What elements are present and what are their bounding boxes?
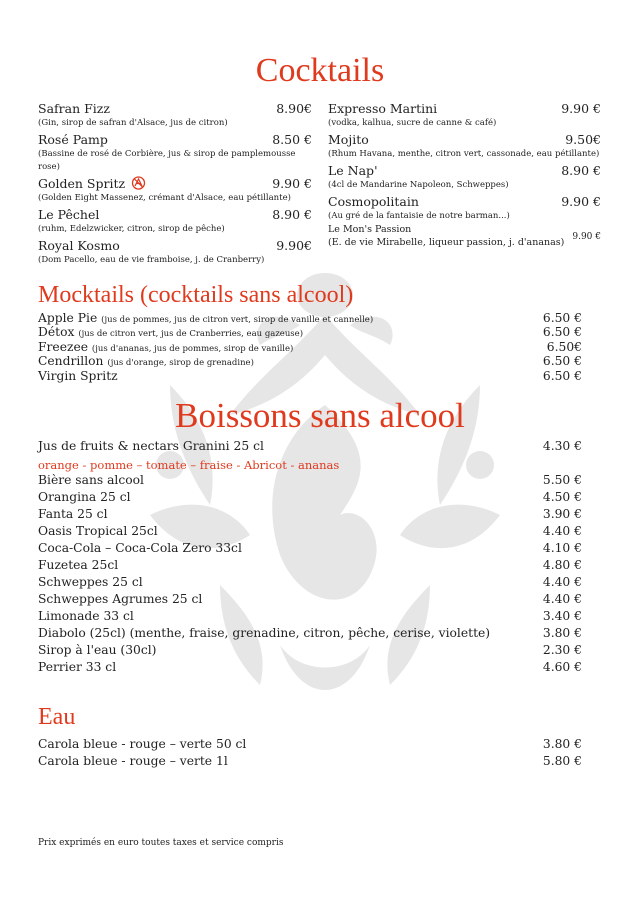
- item-description: (Golden Eight Massenez, crémant d'Alsace, eau pétillante): [38, 193, 291, 203]
- list-item: [38, 438, 582, 455]
- list-item: [38, 753, 582, 770]
- item-price: 8.50 €: [272, 132, 312, 147]
- item-price: 9.90 €: [272, 176, 312, 191]
- item-price: 3.90 €: [542, 507, 582, 521]
- item-price: 6.50€: [546, 340, 582, 354]
- item-name: Bière sans alcool: [38, 473, 144, 487]
- item-name: Perrier 33 cl: [38, 660, 117, 674]
- list-item: [38, 368, 582, 385]
- item-price: 9.90 €: [561, 194, 601, 209]
- item-price: 3.40 €: [542, 609, 582, 623]
- list-item: [38, 132, 312, 174]
- item-price: 3.80 €: [542, 737, 582, 751]
- mocktails-title: Mocktails (cocktails sans alcool): [38, 282, 354, 308]
- item-description: (Dom Pacello, eau de vie framboise, j. de Cranberry): [38, 255, 265, 265]
- item-description: (E. de vie Mirabelle, liqueur passion, j. d'ananas): [328, 237, 565, 248]
- item-price: 8.90 €: [561, 163, 601, 178]
- item-name-wrap: [38, 176, 312, 192]
- item-name: Sirop à l'eau (30cl): [38, 643, 157, 657]
- item-price: 5.50 €: [542, 473, 582, 487]
- list-item: [38, 625, 582, 642]
- item-price: 5.80 €: [542, 754, 582, 768]
- item-price: 4.50 €: [542, 490, 582, 504]
- item-price: 4.30 €: [542, 439, 582, 453]
- item-name: Orangina 25 cl: [38, 490, 131, 504]
- item-price: 4.10 €: [542, 541, 582, 555]
- item-name: Freezee: [38, 340, 88, 354]
- item-name: Safran Fizz: [38, 101, 110, 116]
- item-description: (jus de pommes, jus de citron vert, sirop de vanille et cannelle): [101, 315, 374, 325]
- list-item: [38, 472, 582, 489]
- item-name: Mojito: [328, 132, 369, 147]
- item-price: 9.90 €: [561, 101, 601, 116]
- item-name: Fanta 25 cl: [38, 507, 108, 521]
- list-item: [38, 574, 582, 591]
- list-item: [328, 223, 601, 249]
- item-price: 4.40 €: [542, 575, 582, 589]
- item-name: Schweppes 25 cl: [38, 575, 143, 589]
- item-name: Le Pêchel: [38, 207, 100, 222]
- item-price: 4.80 €: [542, 558, 582, 572]
- item-price: 3.80 €: [542, 626, 582, 640]
- item-name: Golden Spritz: [38, 176, 126, 191]
- item-description: (Au gré de la fantaisie de notre barman...): [328, 211, 510, 221]
- cocktails-left-column: [38, 101, 312, 267]
- list-item: [328, 101, 601, 130]
- item-price: 6.50 €: [542, 354, 582, 368]
- item-description: (vodka, kalhua, sucre de canne & café): [328, 118, 497, 128]
- item-name: Jus de fruits & nectars Granini 25 cl: [38, 439, 264, 453]
- item-price: 4.60 €: [542, 660, 582, 674]
- list-item: [38, 101, 312, 130]
- item-price: 4.40 €: [542, 524, 582, 538]
- item-description: (4cl de Mandarine Napoleon, Schweppes): [328, 180, 509, 190]
- list-item: [38, 591, 582, 608]
- item-description: (Rhum Havana, menthe, citron vert, cassonade, eau pétillante): [328, 149, 600, 159]
- item-name: Expresso Martini: [328, 101, 438, 116]
- item-name: Virgin Spritz: [38, 369, 118, 383]
- item-description: (Gin, sirop de safran d'Alsace, jus de citron): [38, 118, 228, 128]
- list-item: [38, 238, 312, 267]
- juice-flavours: orange - pomme – tomate – fraise - Abricot - ananas: [38, 458, 340, 472]
- list-item: [38, 557, 582, 574]
- cocktails-title: Cocktails: [255, 52, 385, 89]
- item-description: (Bassine de rosé de Corbière, jus & sirop de pamplemousse rose): [38, 149, 296, 172]
- item-name: Cosmopolitain: [328, 194, 419, 209]
- cocktails-right-column: [328, 101, 601, 249]
- item-name-wrap: [38, 368, 118, 385]
- item-price: 2.30 €: [542, 643, 582, 657]
- item-description: (ruhm, Edelzwicker, citron, sirop de pêche): [38, 224, 225, 234]
- eau-title: Eau: [38, 704, 76, 730]
- item-name: Oasis Tropical 25cl: [38, 524, 158, 538]
- item-name: Carola bleue - rouge – verte 1l: [38, 754, 228, 768]
- list-item: [38, 736, 582, 753]
- item-name: Limonade 33 cl: [38, 609, 134, 623]
- list-item: [38, 642, 582, 659]
- item-price: 9.90€: [276, 238, 312, 253]
- item-description: (jus d'ananas, jus de pommes, sirop de vanille): [91, 344, 294, 354]
- item-name: Coca-Cola – Coca-Cola Zero 33cl: [38, 541, 242, 555]
- list-item: [38, 506, 582, 523]
- item-name: Rosé Pamp: [38, 132, 108, 147]
- item-description: (jus de citron vert, jus de Cranberries, eau gazeuse): [78, 329, 304, 339]
- item-name: Le Mon's Passion: [328, 224, 412, 235]
- list-item: [328, 163, 601, 192]
- list-item: [38, 608, 582, 625]
- list-item: [38, 659, 582, 676]
- item-name: Fuzetea 25cl: [38, 558, 119, 572]
- list-item: [38, 176, 312, 205]
- list-item: [38, 540, 582, 557]
- item-description: (jus d'orange, sirop de grenadine): [107, 358, 254, 368]
- list-item: [38, 489, 582, 506]
- item-name: Schweppes Agrumes 25 cl: [38, 592, 203, 606]
- list-item: [38, 207, 312, 236]
- item-name: Royal Kosmo: [38, 238, 120, 253]
- item-price: 9.50€: [565, 132, 601, 147]
- item-name: Détox: [38, 325, 75, 339]
- item-price: 8.90 €: [272, 207, 312, 222]
- item-price: 8.90€: [276, 101, 312, 116]
- price-footnote: Prix exprimés en euro toutes taxes et service compris: [38, 838, 284, 848]
- item-price: 6.50 €: [542, 369, 582, 383]
- item-price: 6.50 €: [542, 311, 582, 325]
- item-name: Le Nap': [328, 163, 378, 178]
- item-name: Apple Pie: [38, 311, 98, 325]
- item-name: Diabolo (25cl) (menthe, fraise, grenadine, citron, pêche, cerise, violette): [38, 626, 491, 640]
- item-name: Carola bleue - rouge – verte 50 cl: [38, 737, 247, 751]
- item-price: 9.90 €: [572, 232, 601, 242]
- item-price: 4.40 €: [542, 592, 582, 606]
- list-item: [328, 194, 601, 223]
- list-item: [328, 132, 601, 161]
- list-item: [38, 523, 582, 540]
- gluten-free-icon: [131, 176, 146, 190]
- boissons-title: Boissons sans alcool: [175, 396, 465, 435]
- item-name: Cendrillon: [38, 354, 104, 368]
- item-price: 6.50 €: [542, 325, 582, 339]
